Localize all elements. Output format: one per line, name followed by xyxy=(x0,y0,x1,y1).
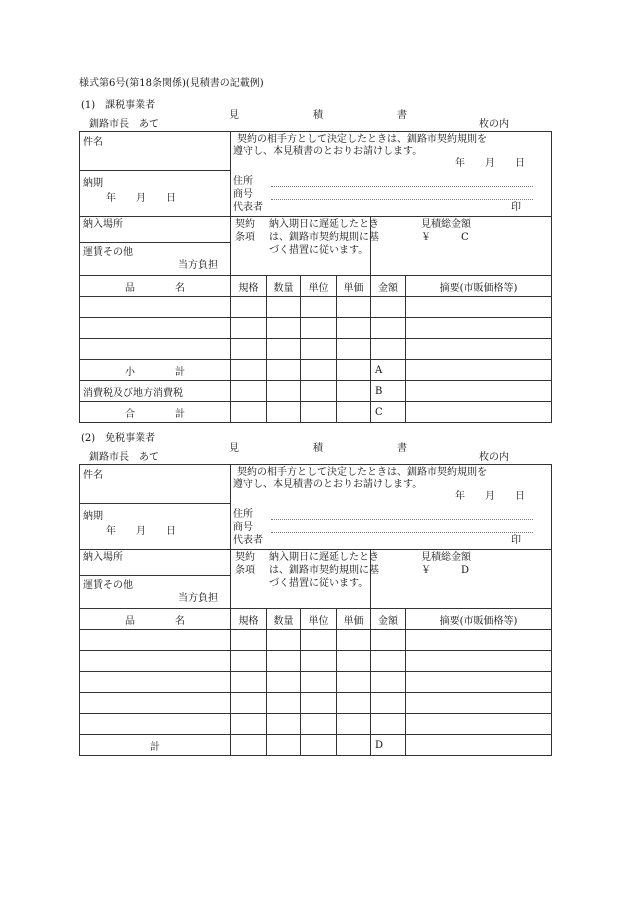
summary-row xyxy=(80,402,552,423)
doc-title-char: 積 xyxy=(313,443,323,454)
delivery-period-label: 納期 xyxy=(83,178,103,189)
clause-label: 契約 xyxy=(235,552,255,563)
col-header: 単価 xyxy=(337,609,371,630)
contract-text: 遵守し、本見積書のとおりお請けします。 xyxy=(233,479,423,490)
table-row xyxy=(80,318,552,339)
table-row xyxy=(80,672,552,693)
freight-label: 運賃その他 xyxy=(83,580,133,591)
clause-cell xyxy=(231,550,379,609)
address-label: 住所 xyxy=(233,176,253,187)
table-row xyxy=(80,693,552,714)
freight-label: 運賃その他 xyxy=(83,247,133,258)
delivery-place-cell xyxy=(80,550,231,609)
seal-label: 印 xyxy=(511,202,521,213)
section-tax-exempt xyxy=(79,429,551,759)
table-row xyxy=(80,339,552,360)
address-label: 住所 xyxy=(233,509,253,520)
total-amount-label: 見積総金額 xyxy=(421,219,471,230)
table-row xyxy=(80,714,552,735)
company-label: 商号 xyxy=(233,189,253,200)
section-title: (1) 課税事業者 xyxy=(81,100,156,111)
delivery-place-label: 納入場所 xyxy=(83,552,123,563)
summary-code: C xyxy=(375,406,383,418)
estimate-table xyxy=(79,131,552,423)
col-header: 摘要(市販価格等) xyxy=(406,276,552,297)
col-header: 金額 xyxy=(371,609,406,630)
summary-row xyxy=(80,381,552,402)
col-header: 摘要(市販価格等) xyxy=(406,609,552,630)
summary-label: 合 計 xyxy=(80,402,231,423)
table-row xyxy=(80,630,552,651)
page-count: 枚の内 xyxy=(479,452,509,463)
freight-note: 当方負担 xyxy=(178,593,218,604)
doc-title-char: 積 xyxy=(313,110,323,121)
col-header: 単位 xyxy=(301,276,337,297)
summary-code: D xyxy=(375,739,384,751)
doc-title-char: 書 xyxy=(397,110,407,121)
summary-row xyxy=(80,735,552,756)
total-amount-cell xyxy=(371,550,552,609)
col-header: 規格 xyxy=(231,609,267,630)
addressee: 釧路市長 あて xyxy=(89,452,159,463)
col-header: 単価 xyxy=(337,276,371,297)
page-count: 枚の内 xyxy=(479,119,509,130)
summary-row xyxy=(80,360,552,381)
contract-text: 契約の相手方として決定したときは、釧路市契約規則を xyxy=(237,467,487,478)
clause-text: づく措置に従います。 xyxy=(269,578,369,589)
estimate-table xyxy=(79,464,552,756)
section-taxable xyxy=(79,96,551,421)
contract-statement-cell xyxy=(231,465,552,550)
contract-statement-cell xyxy=(231,132,552,217)
summary-code: A xyxy=(375,364,383,376)
col-header: 金額 xyxy=(371,276,406,297)
summary-label: 消費税及び地方消費税 xyxy=(83,387,183,399)
clause-label: 契約 xyxy=(235,219,255,230)
col-header: 規格 xyxy=(231,276,267,297)
clause-text: は、釧路市契約規則に基 xyxy=(269,565,379,576)
form-header: 様式第6号(第18条関係)(見積書の記載例) xyxy=(79,78,264,89)
table-row xyxy=(80,297,552,318)
representative-label: 代表者 xyxy=(233,535,263,546)
freight-note: 当方負担 xyxy=(178,260,218,271)
summary-label: 計 xyxy=(80,735,231,756)
doc-title-char: 見 xyxy=(229,110,239,121)
doc-title-char: 見 xyxy=(229,443,239,454)
clause-text: づく措置に従います。 xyxy=(269,245,369,256)
section-title: (2) 免税事業者 xyxy=(81,433,156,444)
delivery-place-label: 納入場所 xyxy=(83,219,123,230)
col-header: 単位 xyxy=(301,609,337,630)
clause-label: 条項 xyxy=(235,232,255,243)
sign-date: 年 月 日 xyxy=(455,491,525,502)
summary-code: B xyxy=(375,385,383,397)
item-name-label: 件名 xyxy=(83,470,103,481)
delivery-date: 年 月 日 xyxy=(106,193,176,204)
representative-label: 代表者 xyxy=(233,202,263,213)
seal-label: 印 xyxy=(511,535,521,546)
clause-cell xyxy=(231,217,379,276)
document-title xyxy=(79,439,551,454)
clause-text: 納入期日に遅延したとき xyxy=(269,219,379,230)
document-title xyxy=(79,106,551,121)
clause-text: は、釧路市契約規則に基 xyxy=(269,232,379,243)
summary-label: 小 計 xyxy=(80,360,231,381)
item-name-label: 件名 xyxy=(83,137,103,148)
col-header: 数量 xyxy=(267,276,301,297)
total-amount-label: 見積総金額 xyxy=(421,552,471,563)
doc-title-char: 書 xyxy=(397,443,407,454)
delivery-place-cell xyxy=(80,217,231,276)
clause-text: 納入期日に遅延したとき xyxy=(269,552,379,563)
header-left-cell xyxy=(80,132,231,217)
delivery-date: 年 月 日 xyxy=(106,526,176,537)
total-amount-value: ￥ C xyxy=(421,232,469,243)
sign-date: 年 月 日 xyxy=(455,158,525,169)
total-amount-value: ￥ D xyxy=(421,565,470,576)
header-left-cell xyxy=(80,465,231,550)
col-header: 品 名 xyxy=(80,276,231,297)
company-label: 商号 xyxy=(233,522,253,533)
column-header-row xyxy=(80,609,552,630)
contract-text: 契約の相手方として決定したときは、釧路市契約規則を xyxy=(237,134,487,145)
table-row xyxy=(80,651,552,672)
col-header: 品 名 xyxy=(80,609,231,630)
addressee: 釧路市長 あて xyxy=(89,119,159,130)
delivery-period-label: 納期 xyxy=(83,511,103,522)
column-header-row xyxy=(80,276,552,297)
col-header: 数量 xyxy=(267,609,301,630)
clause-label: 条項 xyxy=(235,565,255,576)
contract-text: 遵守し、本見積書のとおりお請けします。 xyxy=(233,146,423,157)
total-amount-cell xyxy=(371,217,552,276)
